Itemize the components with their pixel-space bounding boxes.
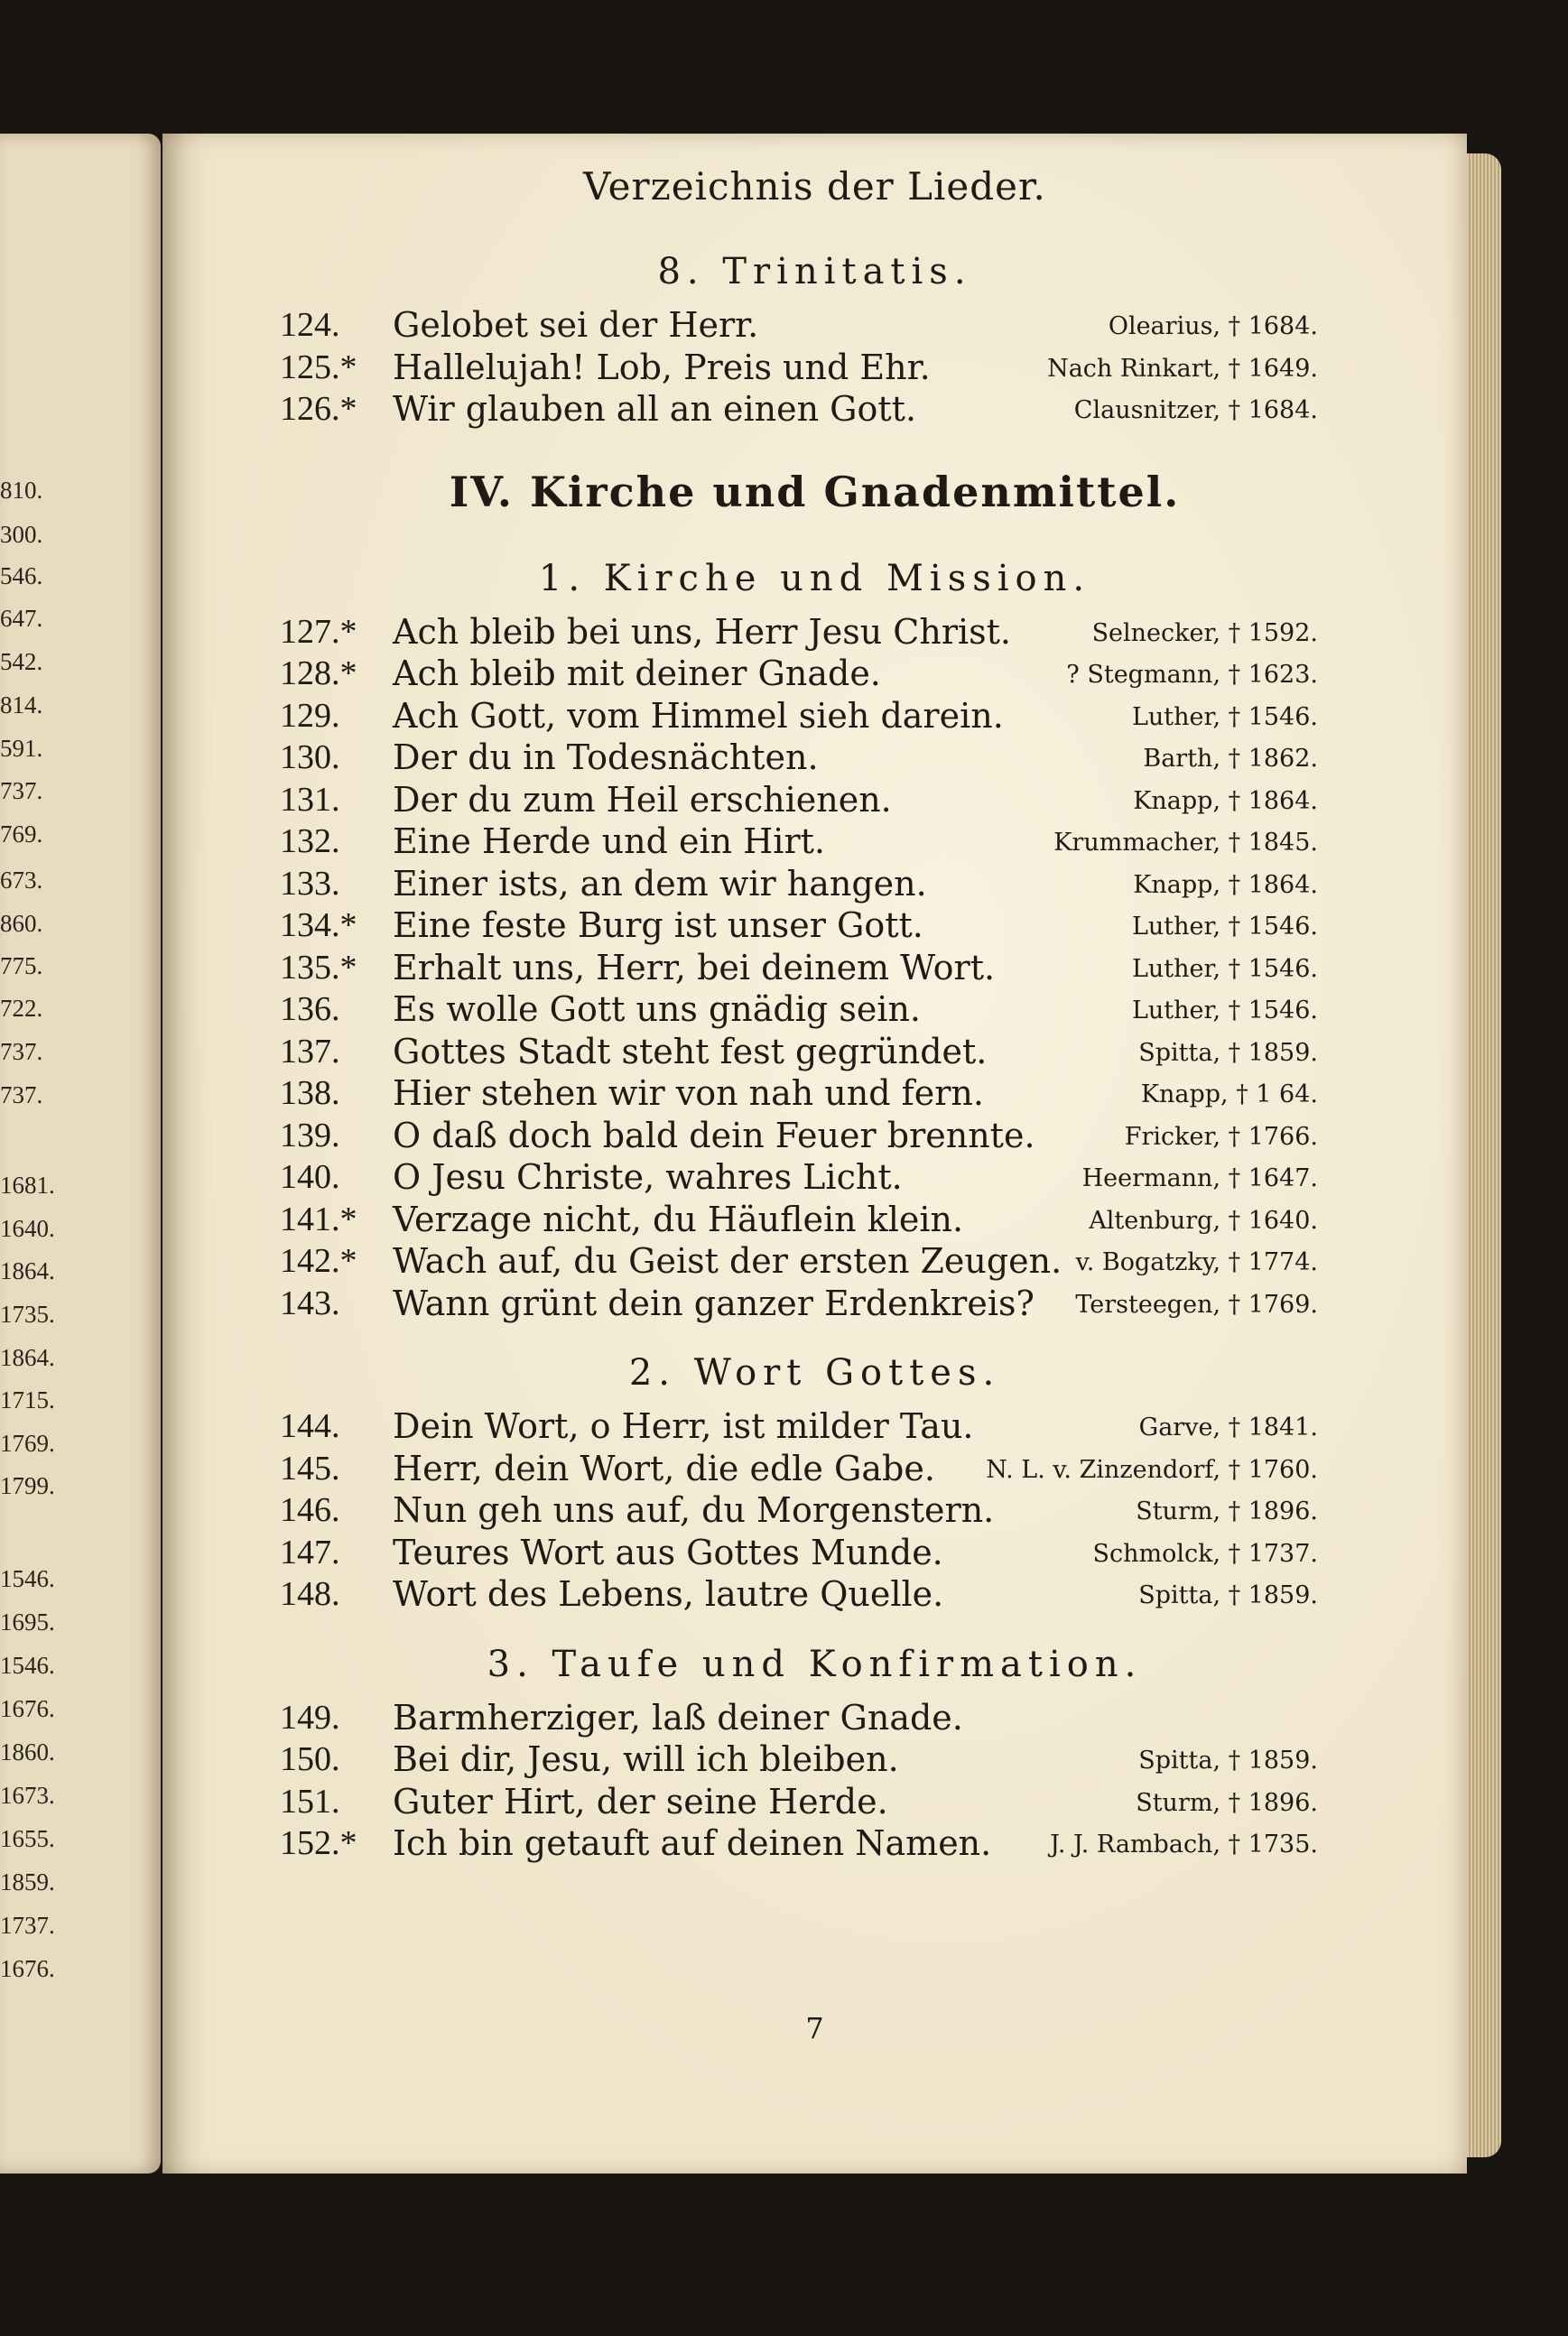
song-number: 125.* <box>280 348 357 386</box>
section-heading: 1. Kirche und Mission. <box>538 557 1091 599</box>
song-entry <box>162 780 1467 821</box>
song-title: Nun geh uns auf, du Morgenstern. <box>393 1490 995 1530</box>
song-author: Clausnitzer, † 1684. <box>1073 396 1318 424</box>
previous-page-year: 1640. <box>0 1215 55 1242</box>
song-entry <box>162 389 1467 431</box>
song-entry <box>162 1032 1467 1073</box>
song-author: Luther, † 1546. <box>1131 913 1318 941</box>
song-author: Sturm, † 1896. <box>1136 1497 1318 1525</box>
song-title: Wann grünt dein ganzer Erdenkreis? <box>393 1283 1035 1323</box>
song-author: Knapp, † 1864. <box>1133 786 1318 815</box>
previous-page-year: 814. <box>0 691 43 718</box>
song-number: 152.* <box>280 1824 357 1862</box>
section-heading: 8. Trinitatis. <box>657 251 972 292</box>
song-author: Spitta, † 1859. <box>1138 1038 1318 1067</box>
song-author: Luther, † 1546. <box>1131 997 1318 1024</box>
song-title: Bei dir, Jesu, will ich bleiben. <box>393 1739 899 1779</box>
previous-page-year: 591. <box>0 735 43 762</box>
part-heading: IV. Kirche und Gnadenmittel. <box>449 467 1181 516</box>
page-number: 7 <box>805 2011 824 2045</box>
song-title: Eine Herde und ein Hirt. <box>393 821 825 861</box>
song-entry <box>162 654 1467 695</box>
song-author: Luther, † 1546. <box>1131 702 1318 731</box>
previous-page-year: 1737. <box>0 1912 55 1939</box>
previous-page-year: 1676. <box>0 1955 55 1982</box>
song-author: Selnecker, † 1592. <box>1091 618 1318 647</box>
previous-page-year: 300. <box>0 521 43 548</box>
song-author: J. J. Rambach, † 1735. <box>1050 1831 1318 1859</box>
song-title: Eine feste Burg ist unser Gott. <box>393 905 923 945</box>
previous-page-year: 1735. <box>0 1301 55 1328</box>
song-author: Knapp, † 1 64. <box>1140 1080 1318 1108</box>
previous-page-year: 1546. <box>0 1565 55 1592</box>
song-number: 151. <box>280 1782 340 1821</box>
song-number: 150. <box>280 1740 340 1778</box>
song-title: Hallelujah! Lob, Preis und Ehr. <box>393 347 931 387</box>
song-title: Wir glauben all an einen Gott. <box>393 389 917 429</box>
previous-page-year: 1864. <box>0 1257 55 1284</box>
section-heading: 3. Taufe und Konfirmation. <box>487 1643 1143 1685</box>
previous-page-year: 737. <box>0 1081 43 1108</box>
song-title: Einer ists, an dem wir hangen. <box>393 863 927 904</box>
song-number: 140. <box>280 1158 340 1196</box>
song-entry <box>162 1157 1467 1199</box>
song-title: Der du zum Heil erschienen. <box>393 779 892 820</box>
song-entry <box>162 989 1467 1031</box>
song-title: Verzage nicht, du Häuflein klein. <box>393 1199 964 1239</box>
song-entry <box>162 1284 1467 1325</box>
song-entry <box>162 305 1467 347</box>
song-title: Guter Hirt, der seine Herde. <box>393 1781 888 1822</box>
song-author: Altenburg, † 1640. <box>1089 1206 1318 1235</box>
song-author: ? Stegmann, † 1623. <box>1066 661 1318 689</box>
song-entry <box>162 1073 1467 1115</box>
song-entry <box>162 1241 1467 1283</box>
song-author: Knapp, † 1864. <box>1133 870 1318 899</box>
song-number: 149. <box>280 1698 340 1737</box>
song-author: Schmolck, † 1737. <box>1092 1539 1318 1568</box>
previous-page-year: 1673. <box>0 1782 55 1809</box>
previous-page-year: 1681. <box>0 1172 55 1199</box>
song-title: Dein Wort, o Herr, ist milder Tau. <box>393 1406 974 1446</box>
running-head: Verzeichnis der Lieder. <box>583 164 1046 209</box>
previous-page-year: 1655. <box>0 1825 55 1852</box>
song-author: N. L. v. Zinzendorf, † 1760. <box>986 1455 1318 1484</box>
section-heading: 2. Wort Gottes. <box>628 1352 1001 1394</box>
song-entry <box>162 948 1467 989</box>
song-title: Wort des Lebens, lautre Quelle. <box>393 1574 944 1614</box>
previous-page-year: 1860. <box>0 1738 55 1766</box>
song-author: Nach Rinkart, † 1649. <box>1047 354 1318 383</box>
song-author: Tersteegen, † 1769. <box>1075 1290 1318 1319</box>
song-author: Krummacher, † 1845. <box>1053 829 1318 857</box>
song-author: Heermann, † 1647. <box>1081 1164 1318 1192</box>
previous-page-year: 1676. <box>0 1695 55 1722</box>
song-title: Hier stehen wir von nah und fern. <box>393 1073 984 1113</box>
song-number: 130. <box>280 738 340 776</box>
song-entry <box>162 696 1467 737</box>
song-entry <box>162 348 1467 389</box>
song-title: Ach bleib bei uns, Herr Jesu Christ. <box>393 611 1011 652</box>
song-author: Garve, † 1841. <box>1138 1414 1318 1441</box>
song-title: Ach bleib mit deiner Gnade. <box>393 654 881 693</box>
song-author: Sturm, † 1896. <box>1136 1788 1318 1817</box>
song-title: Herr, dein Wort, die edle Gabe. <box>393 1448 935 1488</box>
song-author: Barth, † 1862. <box>1143 745 1318 773</box>
book-page <box>162 134 1467 2174</box>
previous-page-year: 542. <box>0 648 43 675</box>
song-entry <box>162 1449 1467 1490</box>
previous-page-year: 1859. <box>0 1868 55 1896</box>
song-number: 127.* <box>280 612 357 651</box>
song-title: Es wolle Gott uns gnädig sein. <box>393 989 922 1029</box>
previous-page-year: 775. <box>0 952 43 979</box>
song-number: 124. <box>280 306 340 344</box>
song-number: 143. <box>280 1284 340 1322</box>
previous-page-year: 737. <box>0 777 43 804</box>
song-number: 138. <box>280 1074 340 1112</box>
song-entry <box>162 1533 1467 1574</box>
song-title: Teures Wort aus Gottes Munde. <box>393 1532 943 1572</box>
song-entry <box>162 1490 1467 1532</box>
song-title: Der du in Todesnächten. <box>393 737 819 777</box>
song-number: 132. <box>280 822 340 860</box>
song-number: 148. <box>280 1575 340 1613</box>
previous-page-edge <box>0 134 161 2174</box>
previous-page-year: 647. <box>0 605 43 632</box>
song-number: 128.* <box>280 654 357 692</box>
previous-page-year: 1769. <box>0 1430 55 1457</box>
song-title: O daß doch bald dein Feuer brennte. <box>393 1115 1035 1155</box>
song-entry <box>162 1574 1467 1616</box>
song-entry <box>162 1782 1467 1823</box>
song-entry <box>162 1116 1467 1157</box>
song-entry <box>162 905 1467 947</box>
song-entry <box>162 1698 1467 1739</box>
song-title: Erhalt uns, Herr, bei deinem Wort. <box>393 947 996 987</box>
song-title: O Jesu Christe, wahres Licht. <box>393 1157 903 1197</box>
previous-page-year: 737. <box>0 1038 43 1065</box>
song-number: 144. <box>280 1407 340 1445</box>
song-number: 139. <box>280 1116 340 1154</box>
song-title: Ach Gott, vom Himmel sieh darein. <box>393 695 1004 736</box>
previous-page-year: 769. <box>0 820 43 848</box>
page-stack-edge <box>1467 153 1501 2157</box>
song-author: Spitta, † 1859. <box>1138 1747 1318 1775</box>
previous-page-year: 1715. <box>0 1386 55 1414</box>
song-author: Luther, † 1546. <box>1131 954 1318 983</box>
song-entry <box>162 864 1467 905</box>
song-entry <box>162 1739 1467 1781</box>
song-number: 129. <box>280 696 340 735</box>
song-entry <box>162 737 1467 779</box>
song-number: 133. <box>280 864 340 903</box>
song-number: 135.* <box>280 948 357 987</box>
previous-page-year: 546. <box>0 562 43 589</box>
song-author: Spitta, † 1859. <box>1138 1581 1318 1609</box>
song-entry <box>162 612 1467 654</box>
song-number: 146. <box>280 1491 340 1529</box>
previous-page-year: 1546. <box>0 1652 55 1679</box>
song-title: Gelobet sei der Herr. <box>393 305 759 345</box>
song-number: 134.* <box>280 906 357 944</box>
song-number: 136. <box>280 990 340 1028</box>
previous-page-year: 810. <box>0 477 43 504</box>
previous-page-year: 1864. <box>0 1344 55 1371</box>
previous-page-year: 722. <box>0 995 43 1022</box>
song-number: 145. <box>280 1449 340 1488</box>
song-entry <box>162 1823 1467 1865</box>
song-entry <box>162 821 1467 863</box>
song-number: 142.* <box>280 1242 357 1280</box>
song-author: v. Bogatzky, † 1774. <box>1075 1248 1318 1276</box>
song-title: Ich bin getauft auf deinen Namen. <box>393 1823 992 1863</box>
song-number: 131. <box>280 780 340 819</box>
song-number: 147. <box>280 1533 340 1571</box>
previous-page-year: 673. <box>0 867 43 894</box>
previous-page-year: 1695. <box>0 1608 55 1636</box>
song-author: Olearius, † 1684. <box>1108 312 1318 340</box>
previous-page-year: 860. <box>0 910 43 937</box>
song-title: Gottes Stadt steht fest gegründet. <box>393 1031 988 1071</box>
song-author: Fricker, † 1766. <box>1124 1122 1318 1151</box>
song-title: Barmherziger, laß deiner Gnade. <box>393 1697 963 1738</box>
song-entry <box>162 1200 1467 1241</box>
song-number: 141.* <box>280 1200 357 1238</box>
song-number: 137. <box>280 1032 340 1071</box>
song-entry <box>162 1406 1467 1448</box>
previous-page-year: 1799. <box>0 1472 55 1499</box>
song-title: Wach auf, du Geist der ersten Zeugen. <box>393 1241 1062 1281</box>
song-number: 126.* <box>280 390 357 428</box>
